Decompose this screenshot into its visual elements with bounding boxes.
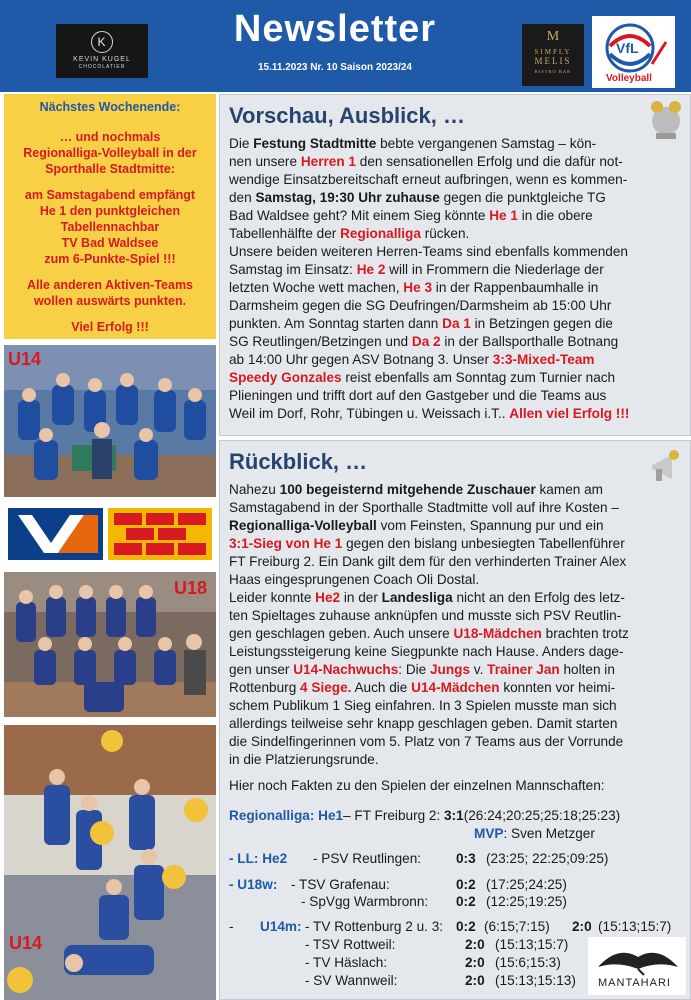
text-run: 100 begeisternd mitgehende Zuschauer [279, 482, 536, 497]
text-run: Herren 1 [300, 154, 356, 169]
text-run: punkten. Am Sonntag starten dann [229, 316, 443, 331]
review-text [229, 481, 685, 795]
volleyball-word: Volleyball [606, 73, 652, 84]
text-run: Tabellenhälfte der [229, 226, 341, 241]
text-run: gegen den bislang unbesiegten Tabellenführer [342, 536, 625, 551]
text-run: Landesliga [381, 590, 453, 605]
next-weekend-box [4, 94, 216, 339]
text-run: Trainer Jan [487, 662, 560, 677]
result-u14m-dash: - [229, 919, 234, 934]
result-ll-sets: (23:25; 22:25;09:25) [486, 851, 609, 866]
box-line: Regionalliga-Volleyball in der [23, 146, 197, 160]
box-line: Alle anderen Aktiven-Teams [26, 278, 194, 292]
result-u14-score3: 2:0 [465, 955, 485, 970]
result-u18-team1: - TSV Grafenau: [291, 877, 390, 892]
text-run: 3:3-Mixed-Team [492, 352, 595, 367]
box-line: TV Bad Waldsee [61, 236, 159, 250]
result-score: 3:1 [444, 808, 464, 823]
sponsor-banner [4, 503, 216, 565]
box-line: Viel Erfolg !!! [71, 320, 149, 334]
result-u14-team1: - TV Rottenburg 2 u. 3: [305, 919, 444, 934]
box-line: zum 6-Punkte-Spiel !!! [44, 252, 176, 266]
result-u14-score1b: 2:0 [572, 919, 592, 934]
text-run: die Sindelfingerinnen vom 5. Platz von 7 Teams aus der Vorrunde [229, 734, 624, 749]
result-u18w-label: - U18w: [229, 877, 278, 892]
result-team: – FT Freiburg 2: [343, 808, 445, 823]
result-u18-score1: 0:2 [456, 877, 476, 892]
melis-line2: MELIS [534, 56, 572, 66]
text-run: brachten trotz [541, 626, 629, 641]
text-run: Die [229, 136, 254, 151]
mantahari-text: MANTAHARI [598, 977, 671, 989]
text-run: Jungs [430, 662, 471, 677]
text-run: Haas eingesprungenen Coach Oli Dostal. [229, 572, 480, 587]
text-run: U14-Nachwuchs [293, 662, 399, 677]
result-u18-score2: 0:2 [456, 894, 476, 909]
text-run: Regionalliga-Volleyball [229, 518, 377, 533]
box-line: Tabellennachbar [60, 220, 160, 234]
text-run: reist ebenfalls am Sonntag zum Turnier nach [341, 370, 616, 385]
text-run: gen unser [229, 662, 294, 677]
result-ll-score: 0:3 [456, 851, 476, 866]
text-run: He 3 [403, 280, 433, 295]
text-run: Hier noch Fakten zu den Spielen der einzelnen Mannschaften: [229, 778, 605, 793]
result-u18-sets2: (12:25;19:25) [486, 894, 567, 909]
newsletter-title: Newsletter [233, 8, 437, 50]
text-run: Samstag, 19:30 Uhr zuhause [255, 190, 440, 205]
text-run: Leider konnte [229, 590, 316, 605]
result-sets: (26:24;20:25;25:18;25:23) [463, 808, 621, 823]
team-photo-image [4, 725, 216, 1000]
text-run: Da 2 [411, 334, 441, 349]
result-u14m-label: U14m: [260, 919, 302, 934]
text-run: Leistungssteigerung keine Siegpunkte nach Hause. Anders dage- [229, 644, 624, 659]
text-run: Nahezu [229, 482, 280, 497]
text-run: vom Feinsten, Spannung pur und ein [376, 518, 604, 533]
volksbank-logo-icon [4, 503, 216, 565]
text-run: allerdings teilweise sehr knapp geschlagen geben. Damit starten [229, 716, 618, 731]
result-u14-sets2: (15:13;15:7) [495, 937, 569, 952]
text-run: letzten Woche wett machen, [229, 280, 404, 295]
text-run: Samstagabend in der Sporthalle Stadtmitte voll auf ihre Kosten – [229, 500, 619, 515]
preview-text [229, 135, 685, 423]
kugel-sub: CHOCOLATIER [78, 64, 126, 70]
text-run: wendige Einsatzbereitschaft erneut aufbringen, wenn es kommen- [229, 172, 628, 187]
text-run: gen geschlagen geben. Auch unsere [229, 626, 454, 641]
text-run: 4 Siege. [300, 680, 352, 695]
manta-ray-icon [588, 937, 686, 977]
text-run: v. [470, 662, 488, 677]
result-u14-sets1a: (6:15;7:15) [484, 919, 550, 934]
review-panel [219, 440, 691, 1000]
result-u14-score1a: 0:2 [456, 919, 476, 934]
result-u14-team3: - TV Häslach: [305, 955, 388, 970]
issue-info: 15.11.2023 Nr. 10 Saison 2023/24 [257, 62, 412, 73]
text-run: gegen die punktgleiche TG [439, 190, 606, 205]
text-run: bebte vergangenen Samstag – kön- [376, 136, 597, 151]
text-run: Unsere beiden weiteren Herren-Teams sind ebenfalls kommenden [229, 244, 628, 259]
result-u14-score2: 2:0 [465, 937, 485, 952]
text-run: ab 14:00 Uhr gegen ASV Botnang 3. Unser [229, 352, 493, 367]
result-u14-sets1b: (15:13;15:7) [598, 919, 672, 934]
box-line: wollen auswärts punkten. [33, 294, 187, 308]
text-run: He 2 [356, 262, 386, 277]
u14-label-2: U14 [9, 933, 43, 953]
preview-panel [219, 94, 691, 436]
u18-label: U18 [174, 578, 208, 598]
u14-boys-team-photo [4, 345, 216, 497]
simply-melis-logo [522, 24, 584, 86]
review-title: Rückblick, … [229, 449, 368, 474]
text-run: kamen am [535, 482, 603, 497]
box-line: … und nochmals [59, 130, 161, 144]
result-u18-team2: - SpVgg Warmbronn: [301, 894, 429, 909]
text-run: nen unsere [229, 154, 301, 169]
result-regionalliga [229, 807, 620, 825]
text-run: in die Platzierungsrunde. [229, 752, 379, 767]
text-run: konnten vor heimi- [499, 680, 616, 695]
kevin-kugel-logo [56, 24, 148, 78]
svg-text:VfL: VfL [616, 40, 639, 56]
result-u14-team2: - TSV Rottweil: [305, 937, 396, 952]
result-ll-team: - PSV Reutlingen: [313, 851, 422, 866]
result-u14-team4: - SV Wannweil: [305, 973, 398, 988]
text-run: holten in [559, 662, 615, 677]
mvp-value: : Sven Metzger [503, 826, 595, 841]
text-run: ten Spieltages zuhause anknüpfen und musste sich PSV Reutlin- [229, 608, 622, 623]
text-run: He 1 [489, 208, 518, 223]
text-run: 3:1-Sieg von He 1 [229, 536, 343, 551]
text-run: Speedy Gonzales [229, 370, 342, 385]
text-run: Auch die [351, 680, 412, 695]
text-run: He2 [315, 590, 341, 605]
text-run: den [229, 190, 256, 205]
box-line: am Samstagabend empfängt [24, 188, 196, 202]
text-run: will in Frommern die Niederlage der [385, 262, 604, 277]
result-u14-sets3: (15:6;15:3) [495, 955, 561, 970]
text-run: Darmsheim gegen die SG Deufringen/Darmsheim ab 15:00 Uhr [229, 298, 612, 313]
result-u14-score4: 2:0 [465, 973, 485, 988]
box-line: Sporthalle Stadtmitte: [45, 162, 175, 176]
kugel-name: KEVIN KUGEL [73, 56, 131, 63]
text-run: U14-Mädchen [411, 680, 500, 695]
text-run: in die obere [517, 208, 593, 223]
text-run: U18-Mädchen [453, 626, 542, 641]
text-run: Plieningen und trifft dort auf den Gastgeber und die Teams aus [229, 388, 607, 403]
text-run: FT Freiburg 2. Ein Dank gilt dem für den verhinderten Trainer Alex [229, 554, 627, 569]
text-run: rücken. [420, 226, 470, 241]
u18-team-photo [4, 572, 216, 717]
text-run: in Betzingen gegen die [470, 316, 613, 331]
text-run: SG Reutlingen/Betzingen und [229, 334, 412, 349]
text-run: in der Ballsporthalle Botnang [440, 334, 619, 349]
text-run: in der [340, 590, 382, 605]
text-run: Samstag im Einsatz: [229, 262, 357, 277]
result-label: Regionalliga: He1 [229, 808, 344, 823]
next-weekend-heading: Nächstes Wochenende: [39, 100, 181, 114]
preview-title: Vorschau, Ausblick, … [229, 103, 465, 128]
text-run: : Die [398, 662, 430, 677]
melis-line1: SIMPLY [534, 48, 572, 56]
result-label: - LL: He2 [229, 851, 288, 866]
u14-label-1: U14 [8, 349, 42, 369]
box-line: He 1 den punktgleichen [39, 204, 181, 218]
text-run: Regionalliga [340, 226, 421, 241]
text-run: Allen viel Erfolg !!! [509, 406, 630, 421]
text-run: schem Publikum 1 Sieg einfahren. In 3 Spielen musste man sich [229, 698, 617, 713]
text-run: Festung Stadtmitte [253, 136, 377, 151]
u14-girls-team-photo [4, 725, 216, 1000]
text-run: Da 1 [442, 316, 471, 331]
kugel-mark-icon: K [91, 31, 113, 53]
text-run: den sensationellen Erfolg und die dafür not- [355, 154, 623, 169]
text-run: Rottenburg [229, 680, 301, 695]
result-ll-he2 [229, 850, 287, 868]
text-run: Bad Waldsee geht? Mit einem Sieg könnte [229, 208, 490, 223]
text-run: Weil im Dorf, Rohr, Tübingen u. Weissach i.T.. [229, 406, 510, 421]
club-volleyball-logo [592, 16, 675, 88]
melis-line3: BISTRO BAR [534, 69, 572, 74]
text-run: in der Rappenbaumhalle in [432, 280, 599, 295]
mvp-label: MVP [474, 826, 504, 841]
text-run: nicht an den Erfolg des letz- [452, 590, 625, 605]
mantahari-logo [588, 937, 686, 995]
melis-mark-icon: M [546, 29, 560, 44]
result-u18-sets1: (17:25;24:25) [486, 877, 567, 892]
result-mvp [474, 825, 595, 843]
result-u14-sets4: (15:13;15:13) [495, 973, 576, 988]
